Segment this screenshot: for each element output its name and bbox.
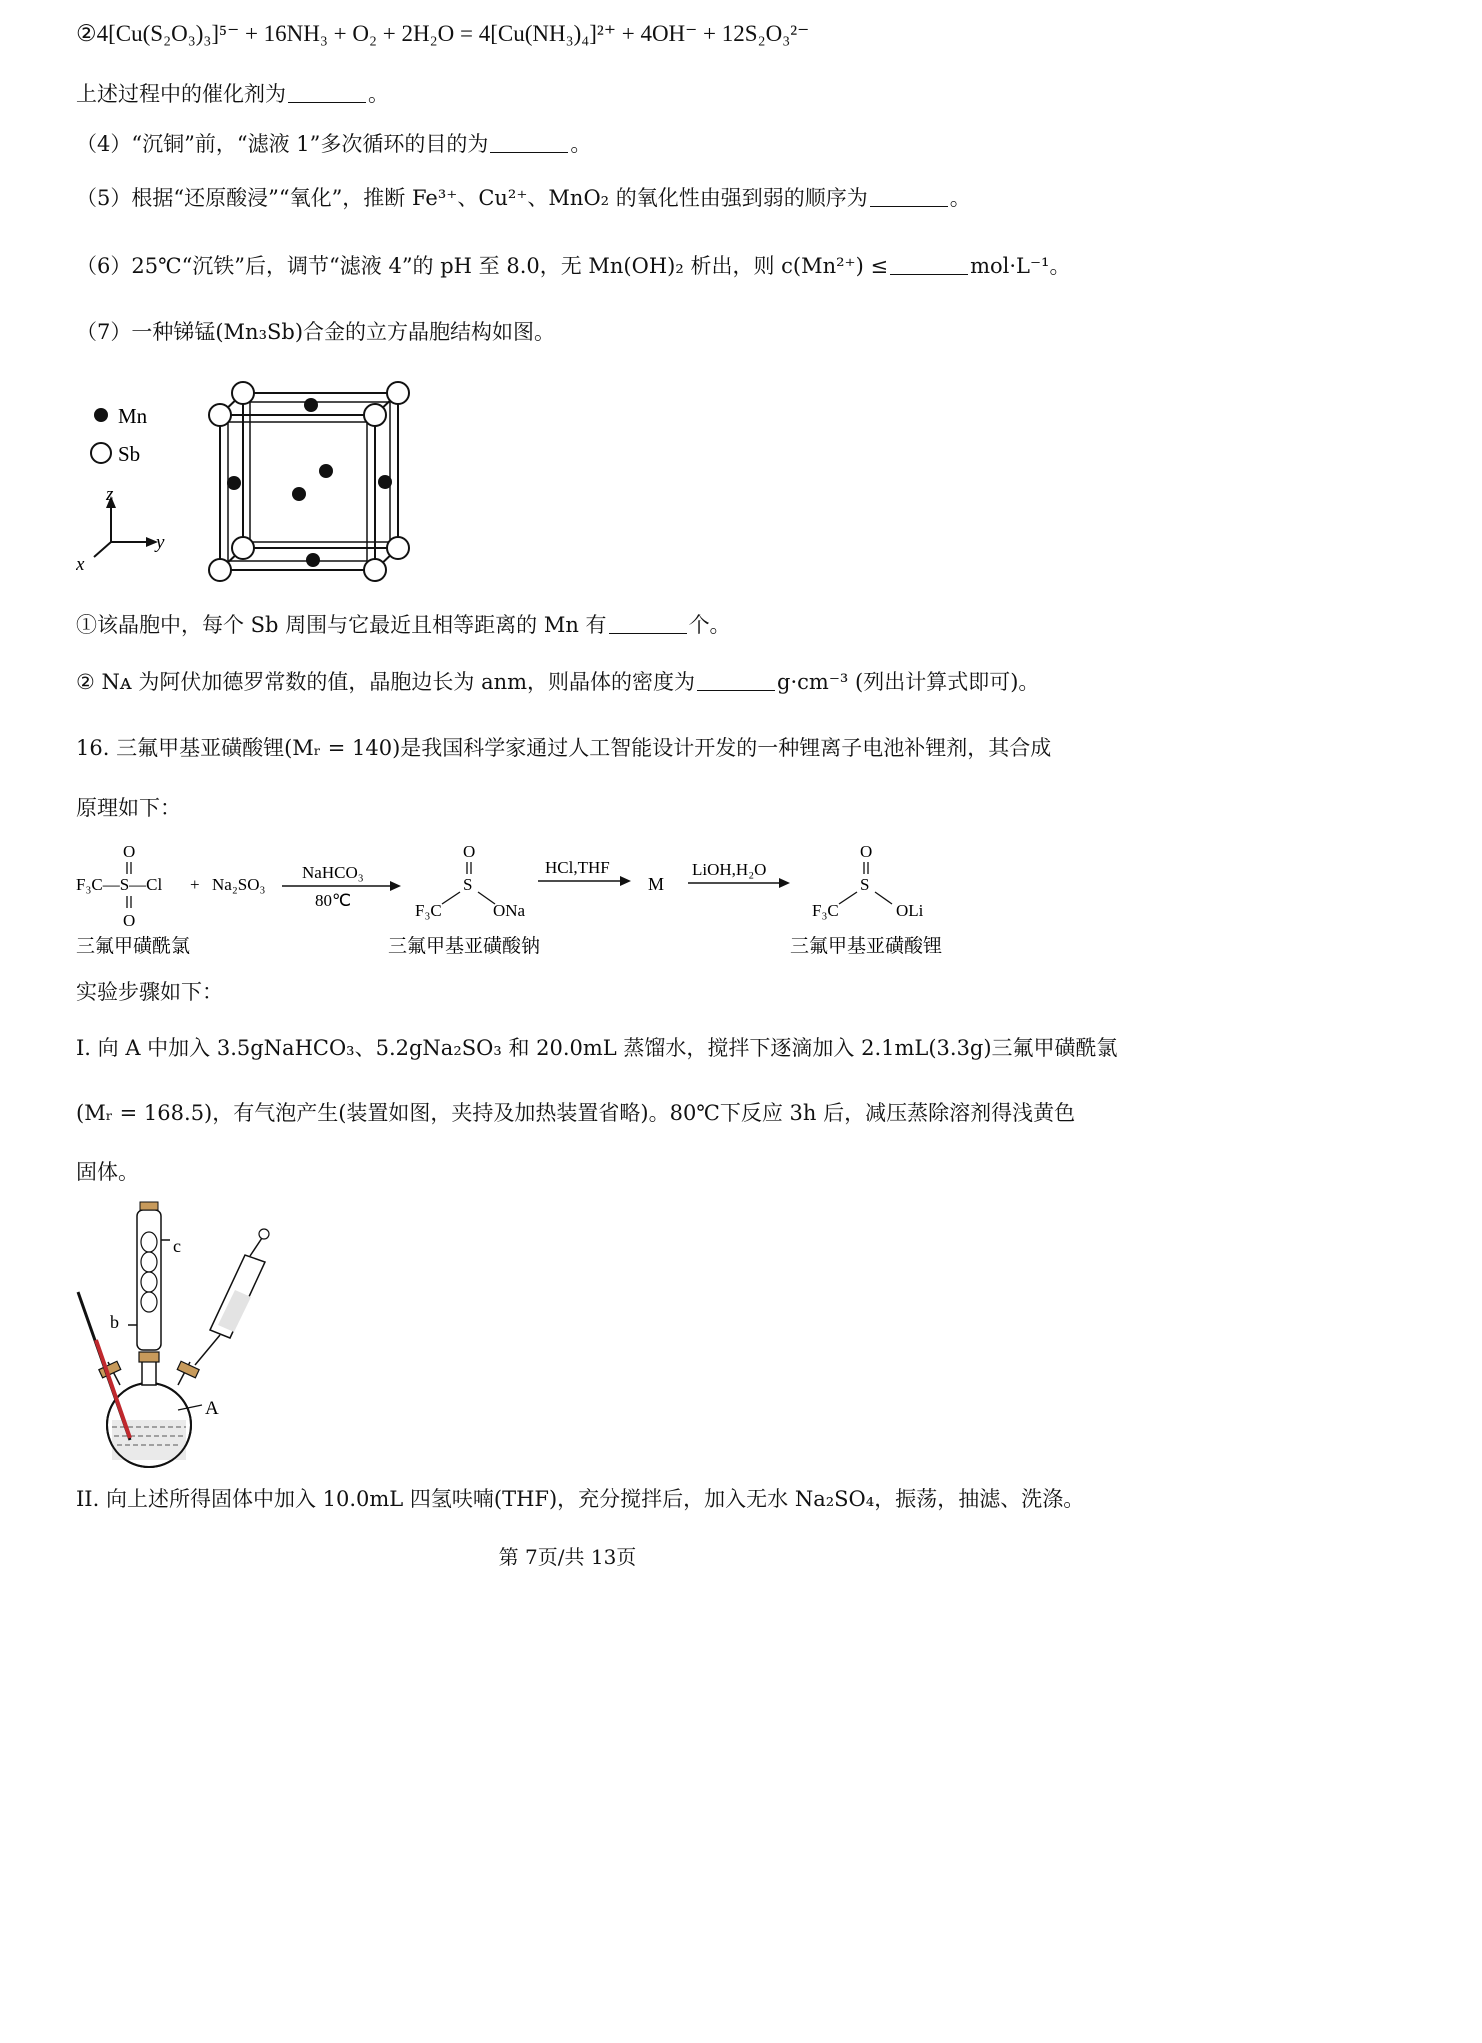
reactant2-formula: Na₂SO₃ xyxy=(212,875,266,894)
answer-blank xyxy=(288,101,366,103)
crystal-structure-figure xyxy=(76,380,426,590)
condenser-bulb xyxy=(141,1232,157,1252)
step-1-line-3: 固体。 xyxy=(76,1160,139,1184)
arrow2-reagent: HCl,THF xyxy=(545,858,610,877)
bond xyxy=(839,892,857,904)
mn-atom xyxy=(227,476,241,490)
question-16-intro: 16. 三氟甲基亚磺酸锂(Mᵣ = 140)是我国科学家通过人工智能设计开发的一种锂离子电池补锂剂，其合成 xyxy=(76,736,1052,760)
question-5 xyxy=(76,186,971,211)
z-axis-label: z xyxy=(106,484,114,505)
sb-legend-label: Sb xyxy=(118,442,141,466)
question-end: g·cm⁻³ (列出计算式即可)。 xyxy=(777,670,1040,694)
answer-blank xyxy=(890,273,968,275)
sb-atom xyxy=(387,537,409,559)
sb-atom xyxy=(232,382,254,404)
experiment-steps-heading: 实验步骤如下： xyxy=(76,980,223,1004)
atom-label-o: O xyxy=(463,842,476,861)
equation-line: ②4[Cu(S₂O₃)₃]⁵⁻ + 16NH₃ + O₂ + 2H₂O = 4[Cu(NH₃)₄]²⁺ + 4OH⁻ + 12S₂O₃²⁻ xyxy=(76,21,810,46)
mn-legend-label: Mn xyxy=(118,404,148,428)
arrow3-reagent: LiOH,H₂O xyxy=(692,860,767,879)
reaction-scheme xyxy=(70,840,970,965)
step-2-line: II. 向上述所得固体中加入 10.0mL 四氢呋喃(THF)，充分搅拌后，加入无水 Na₂SO₄，振荡，抽滤、洗涤。 xyxy=(76,1487,1085,1511)
x-axis xyxy=(94,542,111,557)
sb-atom xyxy=(364,559,386,581)
reactant1-formula: F₃C—S—Cl xyxy=(76,875,163,894)
question-text: （6）25℃“沉铁”后，调节“滤液 4”的 pH 至 8.0，无 Mn(OH)₂ 析出，则 c(Mn²⁺) ≤ xyxy=(76,254,889,278)
atom-label-o: O xyxy=(123,842,136,861)
arrowhead xyxy=(620,876,631,886)
y-axis-label: y xyxy=(156,532,165,553)
product2-group: OLi xyxy=(896,901,924,920)
label-b: b xyxy=(110,1312,119,1332)
plus-sign: + xyxy=(190,875,200,894)
atom-label-f3c: F₃C xyxy=(415,901,442,920)
funnel-neck xyxy=(250,1238,262,1256)
apparatus-svg xyxy=(70,1200,290,1470)
apparatus-figure xyxy=(70,1200,290,1470)
catalyst-question xyxy=(76,82,389,107)
atom-label-o: O xyxy=(860,842,873,861)
mn-atom xyxy=(292,487,306,501)
question-text: ①该晶胞中，每个 Sb 周围与它最近且相等距离的 Mn 有 xyxy=(76,613,607,637)
question-text: （5）根据“还原酸浸”“氧化”，推断 Fe³⁺、Cu²⁺、MnO₂ 的氧化性由强到弱的顺序为 xyxy=(76,186,868,210)
sb-atom xyxy=(209,559,231,581)
step-1-line-2: (Mᵣ = 168.5)，有气泡产生(装置如图，夹持及加热装置省略)。80℃下反应 3h 后，减压蒸除溶剂得浅黄色 xyxy=(76,1101,1076,1125)
arrow1-reagent: NaHCO₃ xyxy=(302,863,364,882)
question-end: 。 xyxy=(570,132,592,156)
arrowhead xyxy=(390,881,401,891)
bond xyxy=(875,892,892,904)
question-end: mol·L⁻¹。 xyxy=(970,254,1071,278)
question-end: 。 xyxy=(949,186,971,210)
question-7-part1 xyxy=(76,613,731,638)
compound-name-2: 三氟甲基亚磺酸钠 xyxy=(388,936,541,957)
question-end: 个。 xyxy=(688,613,731,637)
arrow1-condition: 80℃ xyxy=(315,891,352,910)
question-16-intro-cont: 原理如下： xyxy=(76,796,181,820)
question-text: （4）“沉铜”前，“滤液 1”多次循环的目的为 xyxy=(76,132,489,156)
x-axis-label: x xyxy=(76,554,85,575)
atom-label-s: S xyxy=(463,875,473,894)
sb-atom xyxy=(387,382,409,404)
mn-legend-dot xyxy=(94,408,108,422)
product1-group: ONa xyxy=(493,901,526,920)
question-text: 上述过程中的催化剂为 xyxy=(76,82,286,106)
arrowhead xyxy=(779,878,790,888)
condenser-top xyxy=(140,1202,158,1210)
mn-atom xyxy=(306,553,320,567)
compound-name-3: 三氟甲基亚磺酸锂 xyxy=(790,936,943,957)
answer-blank xyxy=(609,632,687,634)
compound-name-1: 三氟甲磺酰氯 xyxy=(76,936,191,957)
answer-blank xyxy=(870,205,948,207)
intermediate-label: M xyxy=(648,874,665,894)
answer-blank xyxy=(697,689,775,691)
question-7: （7）一种锑锰(Mn₃Sb)合金的立方晶胞结构如图。 xyxy=(76,320,556,344)
sb-atom xyxy=(232,537,254,559)
atom-label-f3c: F₃C xyxy=(812,901,839,920)
question-end: 。 xyxy=(368,82,389,106)
mn-atom xyxy=(304,398,318,412)
step-1-line-1: I. 向 A 中加入 3.5gNaHCO₃、5.2gNa₂SO₃ 和 20.0mL 蒸馏水，搅拌下逐滴加入 2.1mL(3.3g)三氟甲磺酰氯 xyxy=(76,1036,1118,1060)
crystal-svg xyxy=(76,380,426,590)
sb-atom xyxy=(364,404,386,426)
mn-atom xyxy=(378,475,392,489)
question-6 xyxy=(76,254,1070,279)
mn-atom xyxy=(319,464,333,478)
question-4 xyxy=(76,132,591,157)
bond xyxy=(442,892,460,904)
flask-neck xyxy=(142,1360,156,1385)
condenser-bulb xyxy=(141,1252,157,1272)
atom-label-o: O xyxy=(123,911,136,930)
flask-liquid xyxy=(112,1420,186,1460)
stopper xyxy=(139,1352,159,1362)
sb-atom xyxy=(209,404,231,426)
funnel-stem xyxy=(195,1335,220,1365)
funnel-stopper xyxy=(259,1229,269,1239)
answer-blank xyxy=(490,151,568,153)
question-7-part2 xyxy=(76,670,1039,695)
sb-legend-dot xyxy=(91,443,111,463)
question-text: ② Nᴀ 为阿伏加德罗常数的值，晶胞边长为 anm，则晶体的密度为 xyxy=(76,670,696,694)
atom-label-s: S xyxy=(860,875,870,894)
label-a: A xyxy=(205,1398,219,1419)
page-footer: 第 7页/共 13页 xyxy=(498,1545,637,1569)
reaction-svg xyxy=(70,840,970,965)
condenser-bulb xyxy=(141,1292,157,1312)
condenser-bulb xyxy=(141,1272,157,1292)
label-c: c xyxy=(173,1236,181,1256)
